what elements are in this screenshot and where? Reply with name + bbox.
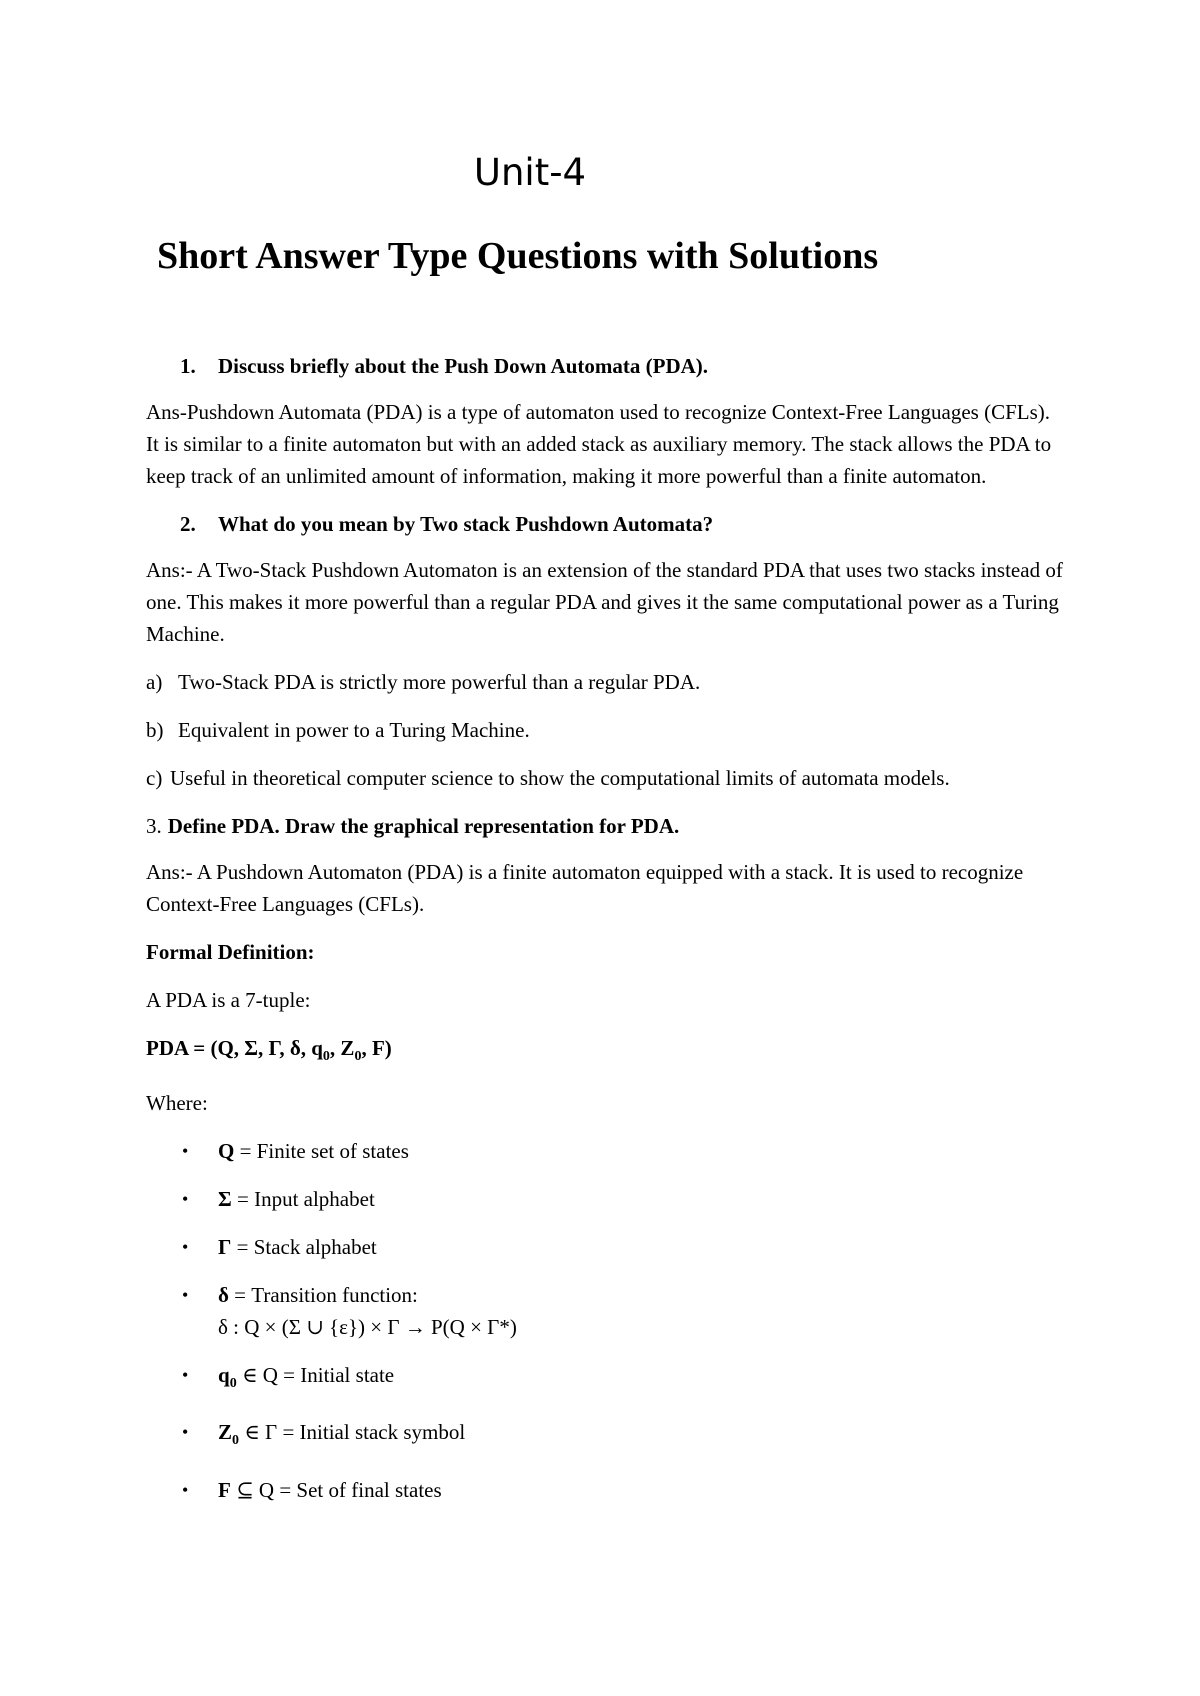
definition-symbol: δ (218, 1283, 229, 1308)
list-item (146, 762, 1066, 794)
question-2 (180, 508, 1066, 540)
definition-text: = Finite set of states (234, 1139, 409, 1164)
definition-text: ⊆ Q = Set of final states (230, 1477, 442, 1502)
list-item-label: c) (146, 766, 163, 790)
transition-function-formula: δ : Q × (Σ ∪ {ε}) × Γ → P(Q × Γ*) (218, 1315, 517, 1340)
definition-text: = Input alphabet (231, 1187, 375, 1212)
question-text: Define PDA. Draw the graphical representation for PDA. (167, 814, 680, 838)
list-item-text: Equivalent in power to a Turing Machine. (178, 718, 530, 742)
definition-text: = Stack alphabet (231, 1235, 377, 1260)
document-content (146, 350, 1066, 1522)
unit-title: Unit-4 (473, 151, 587, 194)
list-item-text: Useful in theoretical computer science to show the computational limits of automata models. (170, 766, 950, 790)
tuple-intro: A PDA is a 7-tuple: (146, 988, 311, 1012)
question-3 (146, 810, 1066, 842)
question-text: Discuss briefly about the Push Down Automata (PDA). (218, 354, 709, 378)
definition-symbol: Z (218, 1420, 233, 1445)
definition-item (146, 1279, 1066, 1343)
definition-symbol: Σ (218, 1187, 232, 1212)
bullet-icon: • (182, 1422, 189, 1443)
question-text: What do you mean by Two stack Pushdown Automata? (218, 512, 714, 536)
definition-symbol: Γ (218, 1235, 232, 1260)
list-item-label: a) (146, 670, 163, 694)
question-number: 1. (180, 354, 196, 378)
section-subtitle: Short Answer Type Questions with Solutions (157, 235, 879, 277)
definition-item (146, 1231, 1066, 1263)
answer-2: Ans:- A Two-Stack Pushdown Automaton is an extension of the standard PDA that uses two stacks instead of one. This makes it more powerful than a regular PDA and gives it the same computational power as a Turing Machine. (146, 558, 1063, 646)
definition-item (146, 1183, 1066, 1215)
bullet-icon: • (182, 1141, 189, 1162)
definition-item (146, 1135, 1066, 1167)
definition-text: = Transition function: (228, 1283, 418, 1308)
question-number: 3. (146, 814, 162, 838)
question-1 (180, 350, 1066, 382)
definition-symbol: q (218, 1363, 230, 1388)
formal-definition-heading: Formal Definition: (146, 940, 315, 964)
list-item (146, 666, 1066, 698)
bullet-icon: • (182, 1189, 189, 1210)
definition-symbol: F (218, 1477, 231, 1502)
list-item-label: b) (146, 718, 164, 742)
definition-text: ∈ Γ = Initial stack symbol (239, 1420, 466, 1445)
question-number: 2. (180, 512, 196, 536)
where-label: Where: (146, 1091, 208, 1116)
answer-1: Ans-Pushdown Automata (PDA) is a type of automaton used to recognize Context-Free Languages (CFLs). It is similar to a finite automaton but with an added stack as auxiliary memory. The stack allows the PDA to keep track of an unlimited amount of information, making it more powerful than a finite automaton. (146, 400, 1052, 488)
pda-formula: PDA = (Q, Σ, Γ, δ, $q_0$, $Z_0$, F) (146, 1036, 392, 1065)
list-item-text: Two-Stack PDA is strictly more powerful than a regular PDA. (178, 670, 701, 694)
definition-text: ∈ Q = Initial state (236, 1363, 395, 1388)
bullet-icon: • (182, 1237, 189, 1258)
bullet-icon: • (182, 1479, 189, 1500)
definition-item (146, 1474, 1066, 1506)
definition-item: • $q_0$ ∈ Q = Initial state (146, 1359, 1066, 1400)
definition-symbol: Q (218, 1139, 235, 1164)
list-item (146, 714, 1066, 746)
bullet-icon: • (182, 1285, 189, 1306)
definition-list (146, 1135, 1066, 1505)
answer-3: Ans:- A Pushdown Automaton (PDA) is a finite automaton equipped with a stack. It is used to recognize Context-Free Languages (CFLs). (146, 860, 1024, 916)
definition-item: • $Z_0$ ∈ Γ = Initial stack symbol (146, 1416, 1066, 1457)
bullet-icon: • (182, 1365, 189, 1386)
